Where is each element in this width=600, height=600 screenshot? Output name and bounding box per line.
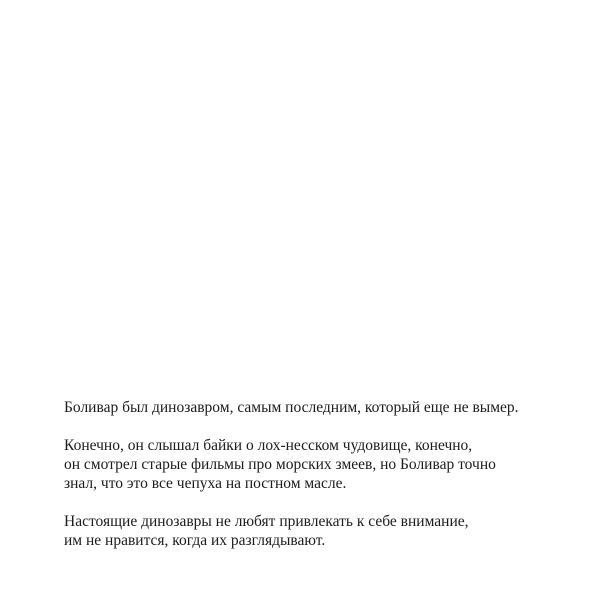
text-line: знал, что это все чепуха на постном масле. xyxy=(64,475,347,492)
text-line: Боливар был динозавром, самым последним, который еще не вымер. xyxy=(64,399,519,416)
text-line: Настоящие динозавры не любят привлекать к себе внимание, xyxy=(64,513,469,530)
story-text xyxy=(64,398,584,550)
paragraph-3 xyxy=(64,512,584,550)
text-line: им не нравится, когда их разглядывают. xyxy=(64,532,326,549)
text-line: он смотрел старые фильмы про морских змеев, но Боливар точно xyxy=(64,456,496,473)
paragraph-1 xyxy=(64,398,584,417)
paragraph-2 xyxy=(64,436,584,493)
text-line: Конечно, он слышал байки о лох-несском чудовище, конечно, xyxy=(64,437,473,454)
